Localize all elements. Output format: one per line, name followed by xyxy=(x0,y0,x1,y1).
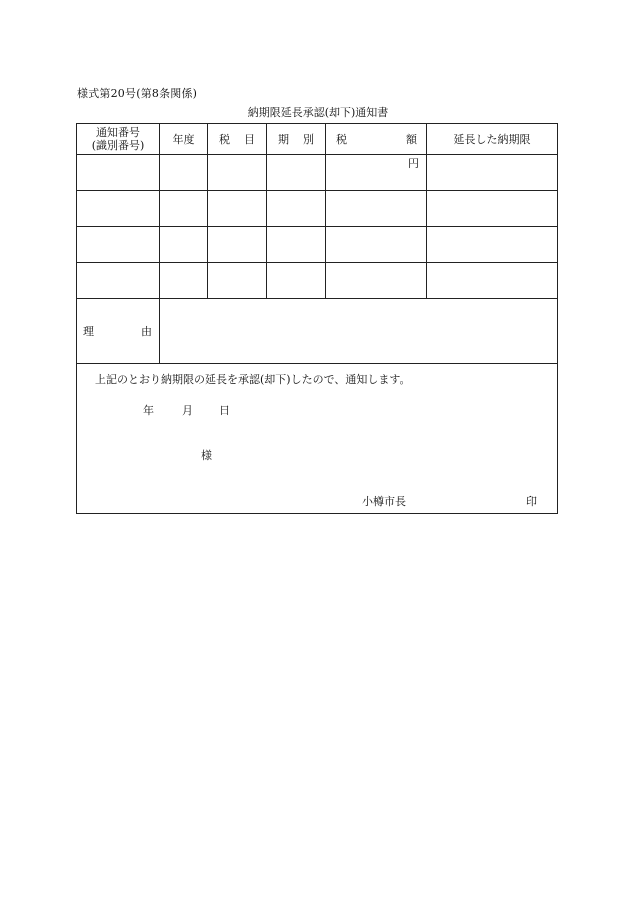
notice-cell xyxy=(77,364,558,514)
cell-amount xyxy=(326,155,427,191)
notice-row xyxy=(77,364,558,514)
cell-year xyxy=(160,191,208,227)
header-notice-number-line2: (識別番号) xyxy=(91,139,145,152)
date-month-label: 月 xyxy=(182,404,193,417)
issuer-name: 小樽市長 xyxy=(362,495,406,508)
header-tax-item-b: 目 xyxy=(244,132,255,146)
header-extended-deadline: 延長した納期限 xyxy=(427,124,558,155)
header-amount-a: 税 xyxy=(336,132,347,146)
cell-period xyxy=(267,191,326,227)
cell-tax-item xyxy=(208,227,267,263)
cell-notice-number xyxy=(77,155,160,191)
table-header-row xyxy=(77,124,558,155)
table-row xyxy=(77,155,558,191)
date-year-label: 年 xyxy=(143,404,154,417)
header-amount xyxy=(326,124,427,155)
header-period-b: 別 xyxy=(303,132,314,146)
seal-mark: 印 xyxy=(526,495,537,508)
header-amount-b: 額 xyxy=(406,132,417,146)
document-title-text: 納期限延長承認(却下)通知書 xyxy=(247,106,389,119)
document-title xyxy=(0,104,630,120)
cell-year xyxy=(160,155,208,191)
cell-year xyxy=(160,263,208,299)
cell-period xyxy=(267,263,326,299)
cell-tax-item xyxy=(208,191,267,227)
header-notice-number xyxy=(77,124,160,155)
recipient-suffix: 様 xyxy=(201,449,212,462)
notice-date xyxy=(143,402,230,418)
cell-amount xyxy=(326,227,427,263)
header-period-a: 期 xyxy=(278,132,289,146)
cell-tax-item xyxy=(208,155,267,191)
reason-row xyxy=(77,299,558,364)
reason-label-cell xyxy=(77,299,160,364)
yen-unit: 円 xyxy=(408,156,419,170)
notice-text: 上記のとおり納期限の延長を承認(却下)したので、通知します。 xyxy=(95,373,411,386)
cell-amount xyxy=(326,191,427,227)
form-number: 様式第20号(第8条関係) xyxy=(77,87,198,100)
cell-tax-item xyxy=(208,263,267,299)
header-notice-number-line1: 通知番号 xyxy=(96,126,140,139)
cell-extended-deadline xyxy=(427,155,558,191)
notice-table xyxy=(76,123,558,514)
cell-period xyxy=(267,155,326,191)
cell-period xyxy=(267,227,326,263)
cell-notice-number xyxy=(77,191,160,227)
reason-label-b: 由 xyxy=(141,325,152,338)
cell-notice-number xyxy=(77,227,160,263)
table-row xyxy=(77,191,558,227)
cell-extended-deadline xyxy=(427,191,558,227)
header-tax-item xyxy=(208,124,267,155)
table-row xyxy=(77,263,558,299)
cell-notice-number xyxy=(77,263,160,299)
cell-extended-deadline xyxy=(427,263,558,299)
date-day-label: 日 xyxy=(219,404,230,417)
reason-value-cell xyxy=(160,299,558,364)
header-tax-item-a: 税 xyxy=(219,132,230,146)
table-row xyxy=(77,227,558,263)
header-year: 年度 xyxy=(160,124,208,155)
cell-amount xyxy=(326,263,427,299)
reason-label-a: 理 xyxy=(83,325,94,338)
header-period xyxy=(267,124,326,155)
cell-year xyxy=(160,227,208,263)
cell-extended-deadline xyxy=(427,227,558,263)
